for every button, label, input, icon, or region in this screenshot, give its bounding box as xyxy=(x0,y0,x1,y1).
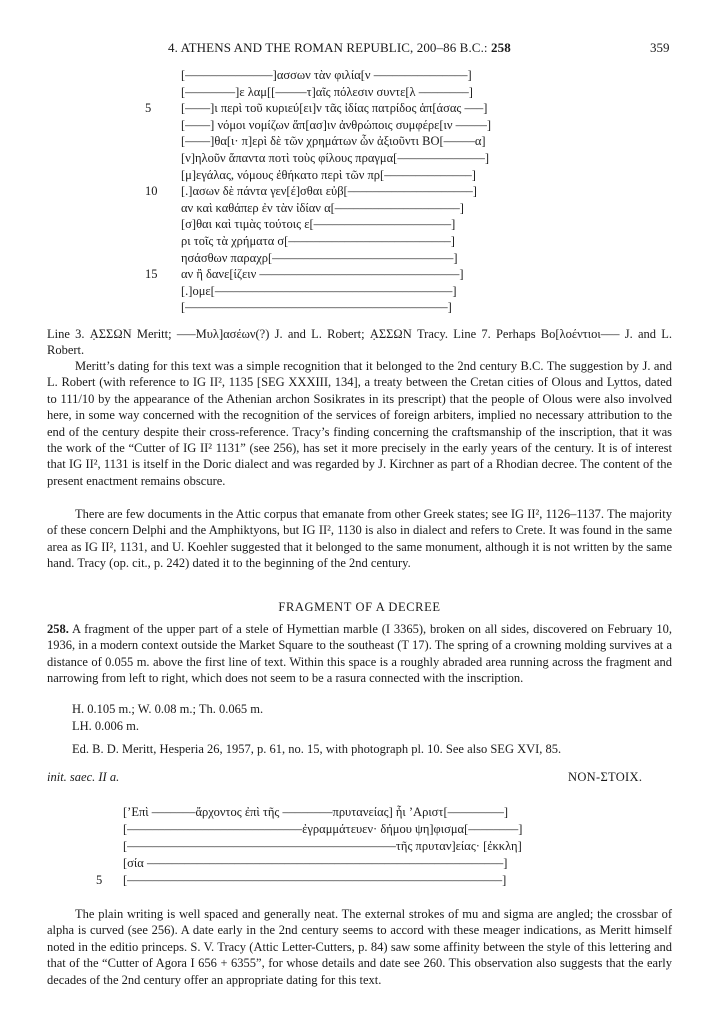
line-text: [––––]θα[ι· π]ερὶ δὲ τῶν χρημάτων ὧν ἀξιοῦντι ΒΟ[–––––α] xyxy=(181,134,486,149)
inscription-text-b xyxy=(96,804,616,889)
line-text: αν ἢ δανε[ίζειν ––––––––––––––––––––––––––––––––] xyxy=(181,267,464,282)
edition-reference: Ed. B. D. Meritt, Hesperia 26, 1957, p. 61, no. 15, with photograph pl. 10. See also SEG XVI, 85. xyxy=(72,742,562,756)
line-text: αν καὶ καθάπερ ἐν τὰν ἰδίαν α[––––––––––––––––––––] xyxy=(181,200,464,215)
inscription-line xyxy=(145,100,565,117)
line-number: 5 xyxy=(145,101,152,116)
inscription-line xyxy=(145,183,565,200)
commentary-paragraph-2: There are few documents in the Attic corpus that emanate from other Greek states; see IG II², 1126–1137. The majority of these concern Delphi and the Amphiktyons, but IG II², 1130 is also in dialect and refers to Crete. It was found in the same area as IG II², 1131, and U. Koehler suggested that it belonged to the same monument, although it is not written by the same hand. Tracy (op. cit., p. 242) dated it to the beginning of the 2nd century. xyxy=(47,507,672,571)
style-note: NON-ΣΤΟΙΧ. xyxy=(568,770,643,784)
header-entry-number: 258 xyxy=(491,40,511,55)
inscription-line xyxy=(145,216,565,233)
line-text: [–––––––––––––––––––––––––––––––––––––––––––τῆς πρυταν]είας· [ἐκκλη] xyxy=(123,839,522,853)
line-text: [––––––––]ε λαμ[[–––––τ]αῖς πόλεσιν συντε[λ ––––––––] xyxy=(181,84,473,99)
inscription-line xyxy=(145,133,565,150)
line-text: [σ]θαι καὶ τιμὰς τούτοις ε[––––––––––––––––––––––] xyxy=(181,217,456,232)
inscription-line xyxy=(145,117,565,134)
date-note xyxy=(47,769,119,786)
dimensions: H. 0.105 m.; W. 0.08 m.; Th. 0.065 m. xyxy=(72,702,264,716)
line-text: [σία –––––––––––––––––––––––––––––––––––––––––––––––––––––––––] xyxy=(123,856,508,870)
date-text: init. saec. II a. xyxy=(47,770,120,784)
running-header xyxy=(168,40,511,57)
line-text: [μ]εγάλας, νόμους ἐθήκατο περὶ τῶν πρ[––––––––––––––] xyxy=(181,167,476,182)
line-text: ησάσθων παραχρ[–––––––––––––––––––––––––––––] xyxy=(181,250,458,265)
line-number: 10 xyxy=(145,184,158,199)
line-text: [––––––––––––––––––––––––––––ἐγραμμάτευεν· δήμου ψη]φισμα[––––––––] xyxy=(123,822,523,836)
inscription-line xyxy=(96,804,616,821)
inscription-line xyxy=(96,838,616,855)
entry-description-text: A fragment of the upper part of a stele of Hymettian marble (I 3365), broken on all sides, discovered on February 10, 1936, in a modern context outside the Market Square to the southeast (T 17). The spring of a crowning molding survives at a distance of 0.055 m. above the first line of text. Within this space is a roughly abraded area running across the fragment and narrowing from left to right, which does not seem to be a rasura connected with the inscription. xyxy=(47,622,672,686)
inscription-line xyxy=(145,67,565,84)
line-note: Line 3. ẠΣΣΩΝ Meritt; –––Μυλ]ασέων(?) J. and L. Robert; ẠΣΣΩΝ Tracy. Line 7. Perhaps Βο[λοέντιοι––– J. and L. Robert. xyxy=(47,327,672,358)
line-text: [.]ομε[––––––––––––––––––––––––––––––––––––––] xyxy=(181,283,457,298)
commentary-paragraph-1: Meritt’s dating for this text was a simple recognition that it belonged to the 2nd century B.C. The suggestion by J. and L. Robert (with reference to IG II², 1135 [SEG XXXIII, 134], a treaty between the Cretan cities of Olous and Lyttos, dated to 111/10 by the appearance of the Athenian archon Sosikrates in its prescript) that the people of Olous were also involved here, in some way concerned with the recognition of the services of foreign arbiters, implied no necessary attribution to the end of the century despite their cross-reference. Tracy’s finding concerning the craftsmanship of the inscription, that it was the work of the “Cutter of IG II² 1131” (see 256), has set it more precisely in the early years of the century. It is of interest that IG II², 1131 is itself in the Doric dialect and was regarded by J. Kirchner as part of a Rhodian decree. The content of the present enactment remains obscure. xyxy=(47,359,672,488)
entry-number: 258. xyxy=(47,622,69,636)
inscription-text-a xyxy=(145,67,565,316)
line-text: [––––––––––––––––––––––––––––––––––––––––––] xyxy=(181,300,452,315)
inscription-line xyxy=(145,167,565,184)
entry-description xyxy=(47,621,672,687)
line-number: 5 xyxy=(96,873,103,887)
page-number: 359 xyxy=(650,40,670,55)
inscription-line xyxy=(145,150,565,167)
letter-height: LH. 0.006 m. xyxy=(72,719,140,733)
inscription-line xyxy=(96,872,616,889)
closing-paragraph: The plain writing is well spaced and generally neat. The external strokes of mu and sigma are angled; the crossbar of alpha is curved (see 256). A date early in the 2nd century seems to accord with these meager indications, as Meritt himself noted in the editio princeps. S. V. Tracy (Attic Letter-Cutters, p. 84) saw some affinity between the style of this lettering and that of the “Cutter of Agora I 656 + 6355”, for whose details and date see 260. This observation also suggests that the early decades of the 2nd century offer an appropriate dating for this text. xyxy=(47,907,672,987)
line-text: [––––––––––––––––––––––––––––––––––––––––––––––––––––––––––––] xyxy=(123,873,507,887)
inscription-line xyxy=(96,821,616,838)
line-text: [ν]ηλοῦν ἅπαντα ποτὶ τοὺς φίλους πραγμα[––––––––––––––] xyxy=(181,150,490,165)
line-text: [––––––––––––––]ασσων τὰν φιλία[ν –––––––––––––––] xyxy=(181,68,472,82)
inscription-line xyxy=(96,855,616,872)
inscription-line xyxy=(145,233,565,250)
inscription-line xyxy=(145,266,565,283)
inscription-line xyxy=(145,299,565,316)
inscription-line xyxy=(145,200,565,217)
line-number: 15 xyxy=(145,267,158,282)
header-title-text: 4. ATHENS AND THE ROMAN REPUBLIC, 200–86 B.C.: xyxy=(168,40,491,55)
line-text: [––––] νόμοι νομίζων ἅπ[ασ]ιν ἀνθρώποις συμφέρε[ιν –––––] xyxy=(181,117,492,132)
line-text: [––––]ι περὶ τοῦ κυριεύ[ει]ν τᾶς ἰδίας πατρίδος ἁπ[άσας –––] xyxy=(181,101,488,116)
section-heading: FRAGMENT OF A DECREE xyxy=(278,600,441,614)
line-text: [.]ασων δὲ πάντα γεν[έ]σθαι εὐβ[––––––––––––––––––––] xyxy=(181,184,477,199)
line-text: ρι τοῖς τὰ χρήματα σ[––––––––––––––––––––––––––] xyxy=(181,233,455,248)
line-text: [’Επὶ –––––––ἄρχοντος ἐπὶ τῆς ––––––––πρυτανείας] ἧι ’Αριστ[–––––––––] xyxy=(123,805,509,819)
inscription-line xyxy=(145,84,565,101)
inscription-line xyxy=(145,283,565,300)
inscription-line xyxy=(145,250,565,267)
